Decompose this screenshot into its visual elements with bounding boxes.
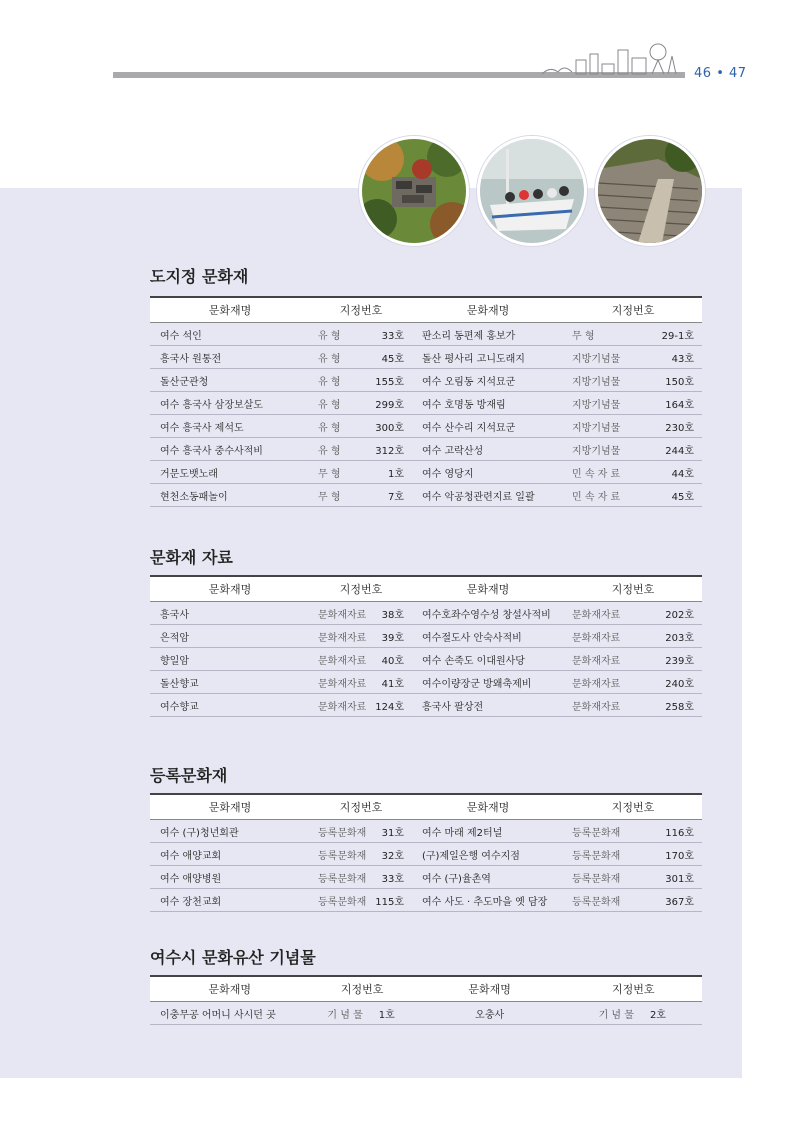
designation-cell (310, 843, 412, 866)
heritage-name: 여수 애양교회 (150, 843, 310, 866)
designation-type: 문화재자료 (318, 632, 367, 644)
designation-cell (564, 820, 702, 843)
designation-number: 239호 (665, 655, 694, 667)
designation-type: 유 형 (318, 445, 341, 457)
cityscape-illustration-icon (540, 38, 680, 78)
heritage-name: 향일암 (150, 648, 310, 671)
col-header-name: 문화재명 (412, 576, 564, 602)
designation-number: 124호 (375, 701, 404, 713)
section-title-registered: 등록문화재 (150, 766, 228, 785)
designation-type: 문화재자료 (572, 701, 621, 713)
designation-cell (310, 369, 412, 392)
table-heritage-material (150, 575, 702, 717)
table-row (150, 694, 702, 717)
designation-number: 32호 (381, 850, 404, 862)
designation-cell (564, 323, 702, 346)
designation-number: 244호 (665, 445, 694, 457)
designation-cell (310, 866, 412, 889)
heritage-name: 여수 고락산성 (412, 438, 564, 461)
designation-type: 문화재자료 (572, 655, 621, 667)
table-row (150, 602, 702, 625)
designation-cell (564, 843, 702, 866)
col-header-number: 지정번호 (564, 576, 702, 602)
designation-cell (564, 602, 702, 625)
designation-cell (310, 671, 412, 694)
designation-number: 45호 (671, 491, 694, 503)
col-header-name: 문화재명 (150, 794, 310, 820)
col-header-name: 문화재명 (150, 576, 310, 602)
stone-wall-photo (595, 136, 705, 246)
heritage-name: (구)제일은행 여수지점 (412, 843, 564, 866)
designation-cell (564, 369, 702, 392)
designation-type: 문화재자료 (318, 609, 367, 621)
table-row (150, 820, 702, 843)
col-header-number: 지정번호 (565, 976, 702, 1002)
designation-type: 무 형 (318, 468, 341, 480)
designation-cell (564, 415, 702, 438)
designation-number: 299호 (375, 399, 404, 411)
designation-cell (310, 415, 412, 438)
designation-cell (564, 671, 702, 694)
designation-number: 164호 (665, 399, 694, 411)
designation-cell (564, 438, 702, 461)
designation-cell (564, 625, 702, 648)
table-row (150, 648, 702, 671)
heritage-name: 여수 호명동 방재림 (412, 392, 564, 415)
designation-number: 44호 (671, 468, 694, 480)
designation-type: 등록문화재 (318, 827, 367, 839)
designation-type: 유 형 (318, 376, 341, 388)
designation-type: 무 형 (572, 330, 595, 342)
page-number: 46 • 47 (694, 66, 747, 81)
designation-type: 지방기념물 (572, 353, 621, 365)
col-header-name: 문화재명 (412, 297, 564, 323)
section-title-city-monument: 여수시 문화유산 기념물 (150, 948, 316, 967)
table-header-row (150, 576, 702, 602)
heritage-name: 돌산군관청 (150, 369, 310, 392)
designation-type: 민 속 자 료 (572, 468, 621, 480)
heritage-name: 여수향교 (150, 694, 310, 717)
designation-type: 문화재자료 (572, 678, 621, 690)
table-row (150, 843, 702, 866)
section-title-provincial: 도지정 문화재 (150, 267, 249, 286)
designation-number: 1호 (378, 1009, 395, 1021)
table-row (150, 866, 702, 889)
col-header-name: 문화재명 (150, 297, 310, 323)
designation-type: 지방기념물 (572, 445, 621, 457)
designation-cell (310, 648, 412, 671)
designation-type: 등록문화재 (318, 850, 367, 862)
designation-cell (310, 323, 412, 346)
designation-cell (564, 484, 702, 507)
designation-cell (310, 602, 412, 625)
designation-cell (564, 694, 702, 717)
temple-aerial-photo (359, 136, 469, 246)
designation-type: 지방기념물 (572, 376, 621, 388)
heritage-name: 돌산향교 (150, 671, 310, 694)
designation-number: 240호 (665, 678, 694, 690)
heritage-name: 흥국사 원통전 (150, 346, 310, 369)
heritage-name: 여수 (구)율촌역 (412, 866, 564, 889)
designation-cell (564, 866, 702, 889)
table-header-row (150, 297, 702, 323)
designation-type: 문화재자료 (318, 678, 367, 690)
designation-number: 41호 (381, 678, 404, 690)
designation-type: 문화재자료 (318, 701, 367, 713)
table-row (150, 625, 702, 648)
designation-cell (564, 889, 702, 912)
designation-number: 38호 (381, 609, 404, 621)
designation-number: 155호 (375, 376, 404, 388)
designation-number: 170호 (665, 850, 694, 862)
designation-type: 문화재자료 (572, 609, 621, 621)
designation-number: 116호 (665, 827, 694, 839)
designation-number: 230호 (665, 422, 694, 434)
designation-type: 기 념 물 (598, 1009, 634, 1021)
heritage-name: 여수 마래 제2터널 (412, 820, 564, 843)
heritage-name: 흥국사 (150, 602, 310, 625)
designation-number: 33호 (381, 330, 404, 342)
heritage-name: 여수 흥국사 중수사적비 (150, 438, 310, 461)
designation-cell (310, 625, 412, 648)
col-header-number: 지정번호 (564, 794, 702, 820)
designation-number: 31호 (381, 827, 404, 839)
designation-cell (310, 889, 412, 912)
heritage-name: 흥국사 팔상전 (412, 694, 564, 717)
designation-number: 115호 (375, 896, 404, 908)
heritage-name: 여수 영당지 (412, 461, 564, 484)
designation-type: 기 념 물 (327, 1009, 363, 1021)
designation-number: 40호 (381, 655, 404, 667)
designation-number: 29-1호 (661, 330, 694, 342)
designation-type: 유 형 (318, 422, 341, 434)
designation-number: 39호 (381, 632, 404, 644)
designation-cell (564, 392, 702, 415)
designation-type: 등록문화재 (572, 850, 621, 862)
designation-number: 33호 (381, 873, 404, 885)
heritage-name: 거문도뱃노래 (150, 461, 310, 484)
designation-number: 312호 (375, 445, 404, 457)
col-header-number: 지정번호 (309, 976, 414, 1002)
designation-type: 민 속 자 료 (572, 491, 621, 503)
heritage-name: 오충사 (415, 1002, 565, 1025)
designation-cell (310, 392, 412, 415)
designation-type: 지방기념물 (572, 399, 621, 411)
col-header-number: 지정번호 (310, 297, 412, 323)
designation-cell (564, 346, 702, 369)
designation-number: 203호 (665, 632, 694, 644)
designation-cell (565, 1002, 702, 1025)
designation-type: 등록문화재 (572, 873, 621, 885)
designation-number: 150호 (665, 376, 694, 388)
heritage-name: 여수 흥국사 제석도 (150, 415, 310, 438)
col-header-name: 문화재명 (150, 976, 309, 1002)
designation-cell (310, 820, 412, 843)
designation-cell (310, 694, 412, 717)
designation-type: 등록문화재 (318, 896, 367, 908)
designation-type: 문화재자료 (318, 655, 367, 667)
heritage-name: 여수호좌수영수성 창설사적비 (412, 602, 564, 625)
table-row (150, 461, 702, 484)
heritage-name: 여수절도사 안숙사적비 (412, 625, 564, 648)
heritage-name: 판소리 동편제 홍보가 (412, 323, 564, 346)
heritage-name: 여수 오림동 지석묘군 (412, 369, 564, 392)
designation-number: 43호 (671, 353, 694, 365)
designation-number: 1호 (387, 468, 404, 480)
designation-type: 유 형 (318, 399, 341, 411)
table-row (150, 889, 702, 912)
table-row (150, 346, 702, 369)
col-header-name: 문화재명 (412, 794, 564, 820)
col-header-name: 문화재명 (415, 976, 565, 1002)
heritage-name: 여수 산수리 지석묘군 (412, 415, 564, 438)
table-header-row (150, 794, 702, 820)
table-row (150, 438, 702, 461)
heritage-name: 여수 장천교회 (150, 889, 310, 912)
table-city-monument (150, 975, 702, 1025)
heritage-name: 현천소동패놀이 (150, 484, 310, 507)
table-header-row (150, 976, 702, 1002)
heritage-name: 여수 석인 (150, 323, 310, 346)
designation-cell (564, 461, 702, 484)
table-row (150, 323, 702, 346)
designation-cell (310, 346, 412, 369)
designation-number: 202호 (665, 609, 694, 621)
designation-number: 7호 (387, 491, 404, 503)
designation-number: 367호 (665, 896, 694, 908)
designation-type: 유 형 (318, 330, 341, 342)
heritage-name: 여수 흥국사 삼장보살도 (150, 392, 310, 415)
heritage-name: 여수 사도 · 추도마을 옛 담장 (412, 889, 564, 912)
designation-cell (310, 461, 412, 484)
designation-type: 문화재자료 (572, 632, 621, 644)
designation-cell (309, 1002, 414, 1025)
col-header-number: 지정번호 (564, 297, 702, 323)
table-registered (150, 793, 702, 912)
designation-cell (564, 648, 702, 671)
designation-number: 45호 (381, 353, 404, 365)
designation-type: 등록문화재 (572, 827, 621, 839)
table-provincial (150, 296, 702, 507)
table-row (150, 671, 702, 694)
heritage-name: 이충무공 어머니 사시던 곳 (150, 1002, 309, 1025)
heritage-name: 여수 손죽도 이대원사당 (412, 648, 564, 671)
heritage-name: 돌산 평사리 고니도래지 (412, 346, 564, 369)
designation-type: 등록문화재 (572, 896, 621, 908)
table-row (150, 369, 702, 392)
table-row (150, 484, 702, 507)
designation-number: 2호 (649, 1009, 666, 1021)
col-header-number: 지정번호 (310, 576, 412, 602)
designation-cell (310, 484, 412, 507)
designation-number: 300호 (375, 422, 404, 434)
heritage-name: 은적암 (150, 625, 310, 648)
heritage-name: 여수 악공청관련지료 일괄 (412, 484, 564, 507)
designation-cell (310, 438, 412, 461)
table-row (150, 415, 702, 438)
designation-type: 등록문화재 (318, 873, 367, 885)
heritage-name: 여수 (구)청년회관 (150, 820, 310, 843)
heritage-name: 여수 애양병원 (150, 866, 310, 889)
designation-number: 258호 (665, 701, 694, 713)
designation-type: 유 형 (318, 353, 341, 365)
designation-type: 무 형 (318, 491, 341, 503)
table-row (150, 1002, 702, 1025)
designation-number: 301호 (665, 873, 694, 885)
heritage-name: 여수이량장군 방왜축제비 (412, 671, 564, 694)
boat-festival-photo (477, 136, 587, 246)
col-header-number: 지정번호 (310, 794, 412, 820)
designation-type: 지방기념물 (572, 422, 621, 434)
table-row (150, 392, 702, 415)
section-title-heritage-material: 문화재 자료 (150, 548, 233, 567)
